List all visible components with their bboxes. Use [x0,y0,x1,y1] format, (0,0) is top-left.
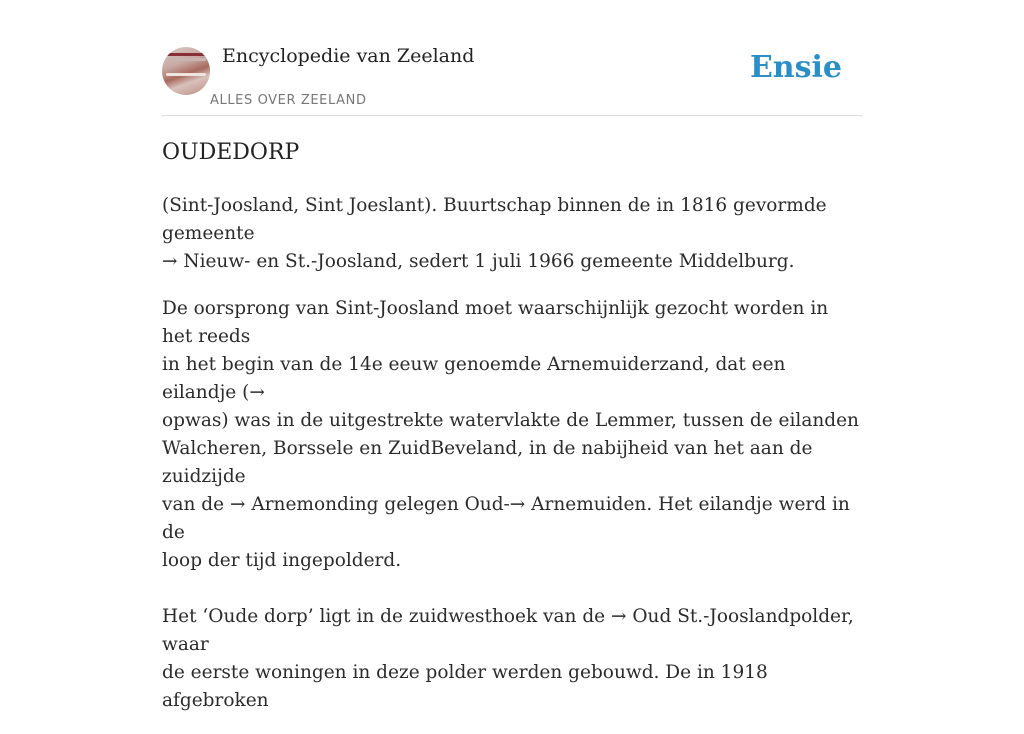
article-body [162,192,862,734]
page [162,0,862,711]
avatar-detail [166,73,206,76]
text-line: loop der tijd ingepolderd. [162,550,402,571]
site-header [162,0,862,116]
text-line: de eerste woningen in deze polder werden gebouwd. De in 1918 afgebroken [162,662,768,711]
text-line: → Nieuw- en St.-Joosland, sedert 1 juli 1966 gemeente Middelburg. [162,251,795,272]
site-subtitle: ALLES OVER ZEELAND [210,93,367,108]
avatar-detail [166,58,206,61]
text-line: (Sint-Joosland, Sint Joeslant). Buurtschap binnen de in 1816 gevormde gemeente [162,195,827,244]
site-avatar[interactable] [162,47,210,95]
article-paragraph [162,192,862,276]
text-line: Walcheren, Borssele en ZuidBeveland, in de nabijheid van het aan de zuidzijde [162,438,813,487]
text-line: opwas) was in de uitgestrekte watervlakte de Lemmer, tussen de eilanden [162,410,859,431]
text-line: van de → Arnemonding gelegen Oud-→ Arnemuiden. Het eilandje werd in de [162,494,850,543]
text-line: in het begin van de 14e eeuw genoemde Arnemuiderzand, dat een eilandje (→ [162,354,786,403]
site-title[interactable]: Encyclopedie van Zeeland [222,45,475,67]
article-title: OUDEDORP [162,140,300,165]
text-line: De oorsprong van Sint-Joosland moet waarschijnlijk gezocht worden in het reeds [162,298,829,347]
article-paragraph [162,295,862,715]
avatar-detail [166,53,206,56]
text-line: Het ‘Oude dorp’ ligt in de zuidwesthoek van de → Oud St.-Jooslandpolder, waar [162,606,854,655]
brand-logo[interactable]: Ensie [749,50,842,85]
